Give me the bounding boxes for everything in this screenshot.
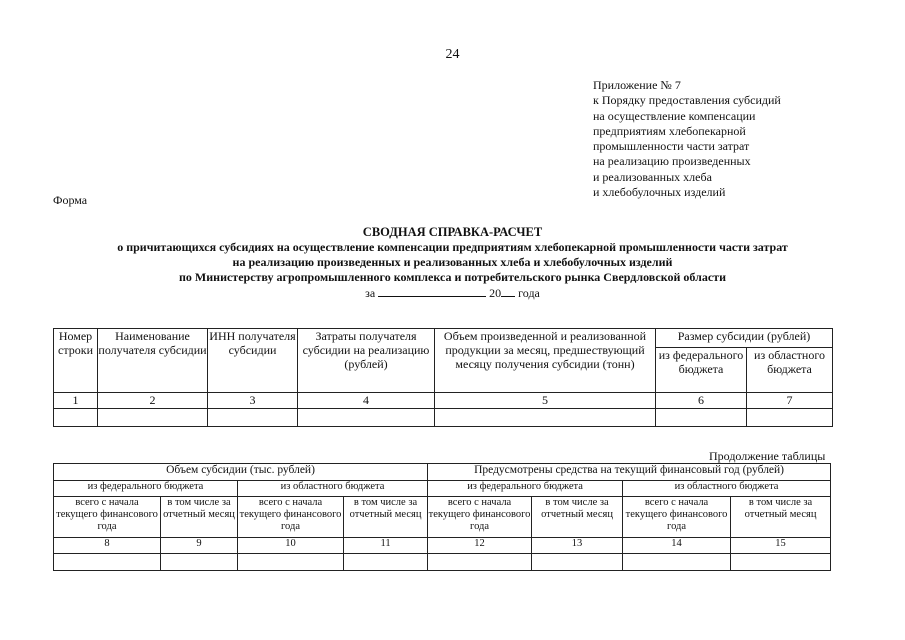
appendix-line: и реализованных хлеба <box>593 169 712 184</box>
column-number: 14 <box>623 538 731 554</box>
period-year-prefix: 20 <box>489 286 502 300</box>
empty-cell <box>747 409 833 427</box>
column-number: 1 <box>54 393 98 409</box>
title-line-4: по Министерству агропромышленного комплекса и потребительского рынка Свердловской области <box>179 270 726 284</box>
summary-table <box>53 328 833 427</box>
column-number: 3 <box>208 393 298 409</box>
header-federal-budget: из федерального бюджета <box>54 481 238 497</box>
empty-cell <box>428 554 532 571</box>
continuation-table <box>53 463 831 571</box>
appendix-line: и хлебобулочных изделий <box>593 185 726 200</box>
header-federal-budget: из федерального бюджета <box>428 481 623 497</box>
empty-cell <box>656 409 747 427</box>
header-reporting-month: в том числе за отчетный месяц <box>532 497 623 538</box>
header-row-number: Номер строки <box>54 329 98 393</box>
column-number: 8 <box>54 538 161 554</box>
header-regional-budget: из областного бюджета <box>623 481 831 497</box>
column-number: 12 <box>428 538 532 554</box>
header-reporting-month: в том числе за отчетный месяц <box>344 497 428 538</box>
column-number: 4 <box>298 393 435 409</box>
form-label: Форма <box>53 193 88 207</box>
period-line <box>0 285 905 301</box>
column-number: 5 <box>435 393 656 409</box>
empty-cell <box>208 409 298 427</box>
empty-cell <box>238 554 344 571</box>
column-number: 7 <box>747 393 833 409</box>
column-number: 13 <box>532 538 623 554</box>
header-regional-budget: из областного бюджета <box>238 481 428 497</box>
header-since-year-start: всего с начала текущего финансового года <box>623 497 731 538</box>
header-subsidy-volume: Объем субсидии (тыс. рублей) <box>54 464 428 481</box>
title-line-1: СВОДНАЯ СПРАВКА-РАСЧЕТ <box>362 225 543 239</box>
appendix-line: на реализацию произведенных <box>593 154 751 169</box>
period-prefix: за <box>365 286 376 300</box>
header-subsidy-size: Размер субсидии (рублей) <box>656 329 833 348</box>
empty-cell <box>298 409 435 427</box>
year-blank-field <box>501 285 515 297</box>
empty-cell <box>532 554 623 571</box>
column-number: 9 <box>161 538 238 554</box>
empty-cell <box>623 554 731 571</box>
title-line-2: о причитающихся субсидиях на осуществление компенсации предприятиям хлебопекарной промышленности части затрат <box>117 240 788 254</box>
page-number: 24 <box>445 47 460 62</box>
column-number: 15 <box>731 538 831 554</box>
column-number: 2 <box>98 393 208 409</box>
header-since-year-start: всего с начала текущего финансового года <box>54 497 161 538</box>
appendix-line: Приложение № 7 <box>593 78 681 92</box>
header-since-year-start: всего с начала текущего финансового года <box>428 497 532 538</box>
appendix-line: предприятиям хлебопекарной <box>593 123 746 138</box>
document-title <box>0 225 905 285</box>
header-planned-funds: Предусмотрены средства на текущий финансовый год (рублей) <box>428 464 831 481</box>
column-number: 10 <box>238 538 344 554</box>
header-federal-budget: из федерального бюджета <box>656 348 747 393</box>
empty-cell <box>161 554 238 571</box>
empty-cell <box>435 409 656 427</box>
empty-cell <box>344 554 428 571</box>
header-costs: Затраты получателя субсидии на реализацию (рублей) <box>298 329 435 393</box>
empty-cell <box>731 554 831 571</box>
header-volume: Объем произведенной и реализованной продукции за месяц, предшествующий месяцу получения субсидии (тонн) <box>435 329 656 393</box>
appendix-line: на осуществление компенсации <box>593 108 756 123</box>
header-recipient-name: Наименование получателя субсидии <box>98 329 208 393</box>
column-number: 6 <box>656 393 747 409</box>
header-reporting-month: в том числе за отчетный месяц <box>161 497 238 538</box>
empty-cell <box>54 554 161 571</box>
column-number: 11 <box>344 538 428 554</box>
period-suffix: года <box>518 286 540 300</box>
appendix-line: к Порядку предоставления субсидий <box>593 93 781 108</box>
empty-cell <box>54 409 98 427</box>
header-since-year-start: всего с начала текущего финансового года <box>238 497 344 538</box>
title-line-3: на реализацию произведенных и реализованных хлеба и хлебобулочных изделий <box>232 255 673 269</box>
header-inn: ИНН получателя субсидии <box>208 329 298 393</box>
header-regional-budget: из областного бюджета <box>747 348 833 393</box>
continuation-label: Продолжение таблицы <box>709 449 826 463</box>
empty-cell <box>98 409 208 427</box>
header-reporting-month: в том числе за отчетный месяц <box>731 497 831 538</box>
period-blank-field <box>378 285 486 297</box>
appendix-note <box>593 78 781 200</box>
appendix-line: промышленности части затрат <box>593 139 750 154</box>
